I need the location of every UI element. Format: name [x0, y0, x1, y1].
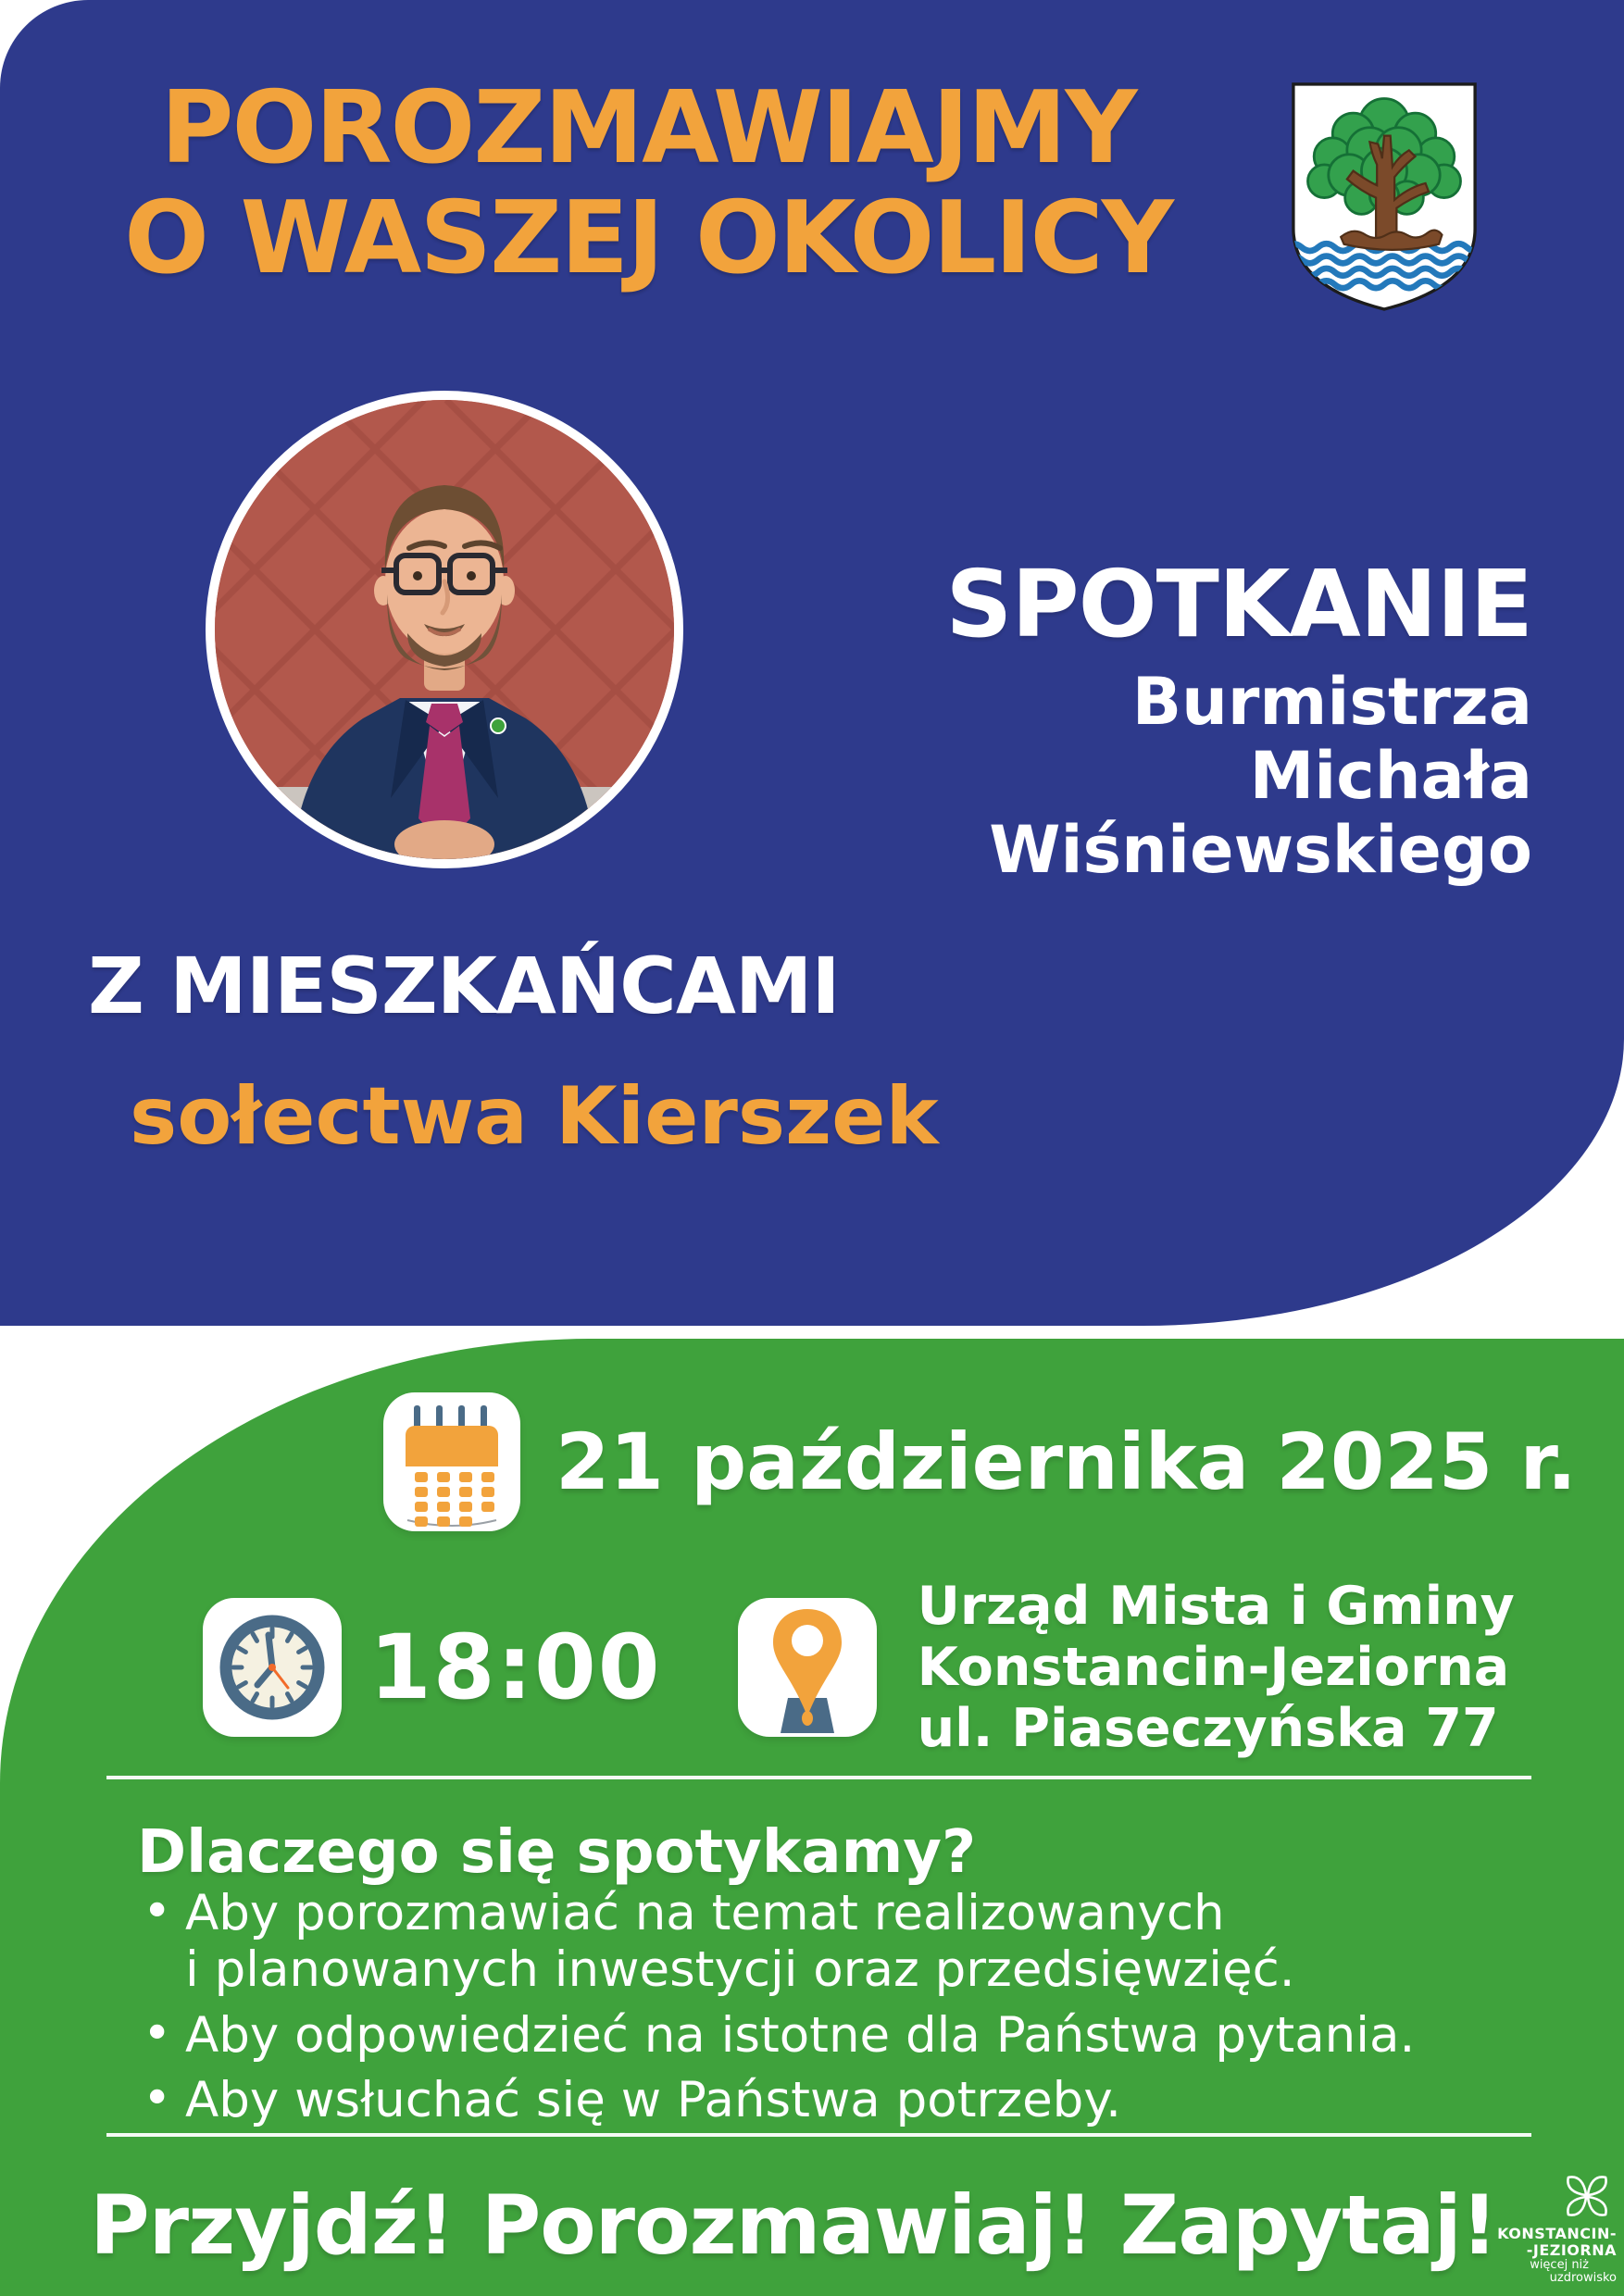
cta-text: Przyjdź! Porozmawiaj! Zapytaj! — [90, 2177, 1497, 2273]
brand-line-2: -JEZIORNA — [1526, 2240, 1617, 2259]
area-line: sołectwa Kierszek — [130, 1070, 939, 1163]
details-section — [0, 1339, 1624, 2296]
date-row — [383, 1392, 1577, 1531]
calendar-icon — [383, 1392, 520, 1531]
coat-of-arms-icon — [1278, 76, 1491, 318]
address-line-3: ul. Piaseczyńska 77 — [917, 1698, 1499, 1760]
meeting-holder — [945, 666, 1532, 887]
portrait-svg — [215, 400, 674, 859]
meeting-title: SPOTKANIE — [945, 550, 1532, 658]
bullet-text: Aby porozmawiać na temat realizowanych — [185, 1885, 1225, 1941]
bullet-item — [137, 2004, 1416, 2064]
bullet-text: Aby wsłuchać się w Państwa potrzeby. — [185, 2072, 1121, 2129]
bullet-text-cont: i planowanych inwestycji oraz przedsięwzięć. — [185, 1941, 1295, 1999]
meeting-block — [945, 550, 1532, 888]
brand-line-4: uzdrowisko — [1549, 2271, 1617, 2286]
bullet-text: Aby odpowiedzieć na istotne dla Państwa pytania. — [185, 2006, 1416, 2064]
holder-line-1: Burmistrza — [1131, 664, 1532, 740]
holder-line-3: Wiśniewskiego — [989, 811, 1532, 888]
address-line-1: Urząd Mista i Gminy — [917, 1576, 1515, 1637]
brand-line-3: więcej niż — [1530, 2257, 1589, 2272]
why-heading: Dlaczego się spotykamy? — [137, 1818, 977, 1887]
divider-line — [106, 1776, 1531, 1779]
bullet-list — [137, 1885, 1415, 2138]
bullet-dot: • — [143, 1883, 172, 1940]
page-title — [56, 70, 1241, 296]
time-text: 18:00 — [369, 1616, 662, 1720]
bullet-item — [137, 2072, 1415, 2128]
brand-line-1: KONSTANCIN- — [1497, 2225, 1617, 2242]
lapel-pin — [491, 718, 506, 733]
clock-icon — [203, 1598, 342, 1737]
crest-svg — [1278, 76, 1491, 318]
address-line-2: Konstancin-Jeziorna — [917, 1637, 1510, 1699]
holder-line-2: Michała — [1249, 737, 1532, 814]
address — [918, 1576, 1515, 1759]
title-line-2: O WASZEJ OKOLICY — [124, 180, 1172, 296]
clover-logo-icon — [1561, 2170, 1613, 2222]
brand-logo — [1468, 2170, 1617, 2286]
date-text: 21 października 2025 r. — [556, 1416, 1577, 1507]
mayor-portrait-photo — [206, 391, 683, 868]
bullet-dot: • — [143, 2070, 172, 2128]
title-line-1: POROZMAWIAJMY — [160, 70, 1136, 186]
time-location-row — [203, 1576, 1515, 1759]
divider-line — [106, 2133, 1531, 2137]
location-pin-icon — [738, 1598, 877, 1737]
bullet-item — [137, 1885, 1415, 1999]
bullet-dot: • — [143, 2004, 172, 2062]
with-residents-line: Z MIESZKAŃCAMI — [88, 941, 840, 1031]
